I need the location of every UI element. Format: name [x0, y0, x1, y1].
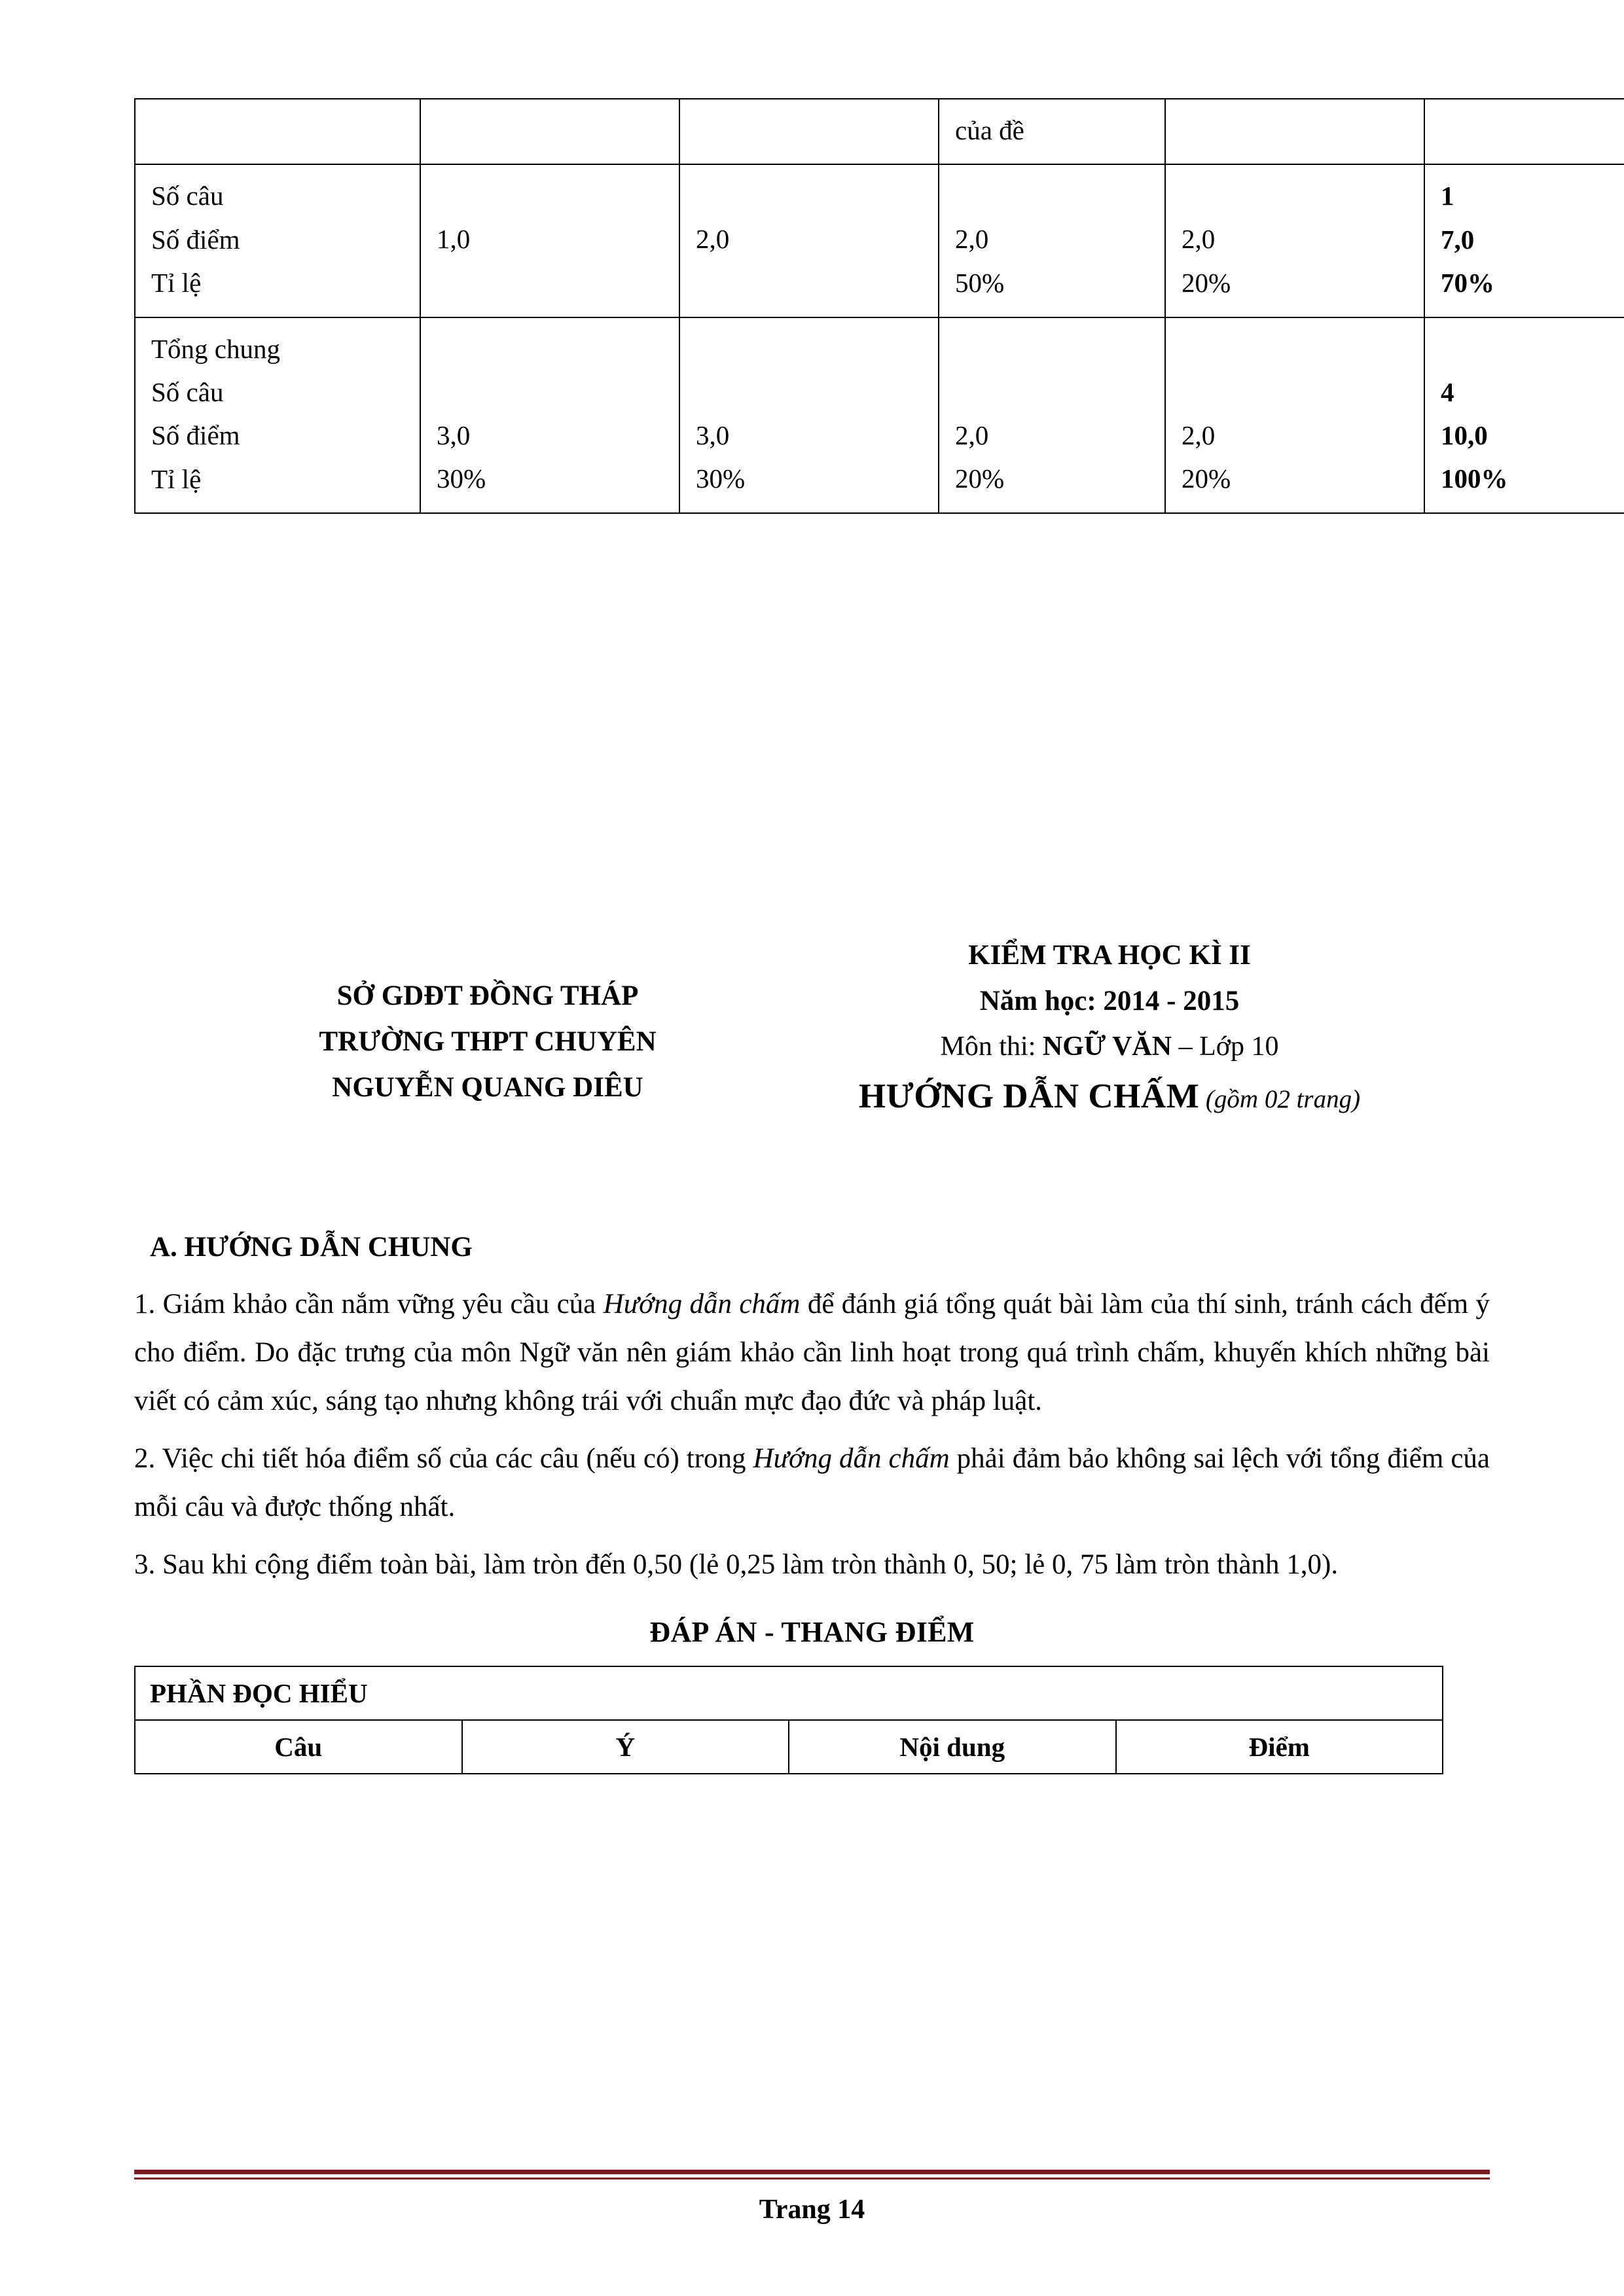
- department-name: SỞ GDĐT ĐỒNG THÁP: [336, 980, 639, 1012]
- cell-line: 20%: [955, 463, 1005, 494]
- matrix-cell: [1424, 317, 1624, 514]
- matrix-cell: [1424, 164, 1624, 317]
- cell-spacer: [696, 327, 925, 370]
- cell-line: 20%: [1182, 267, 1231, 298]
- school-name-line1: TRƯỜNG THPT CHUYÊN: [319, 1026, 657, 1057]
- p1-part1: 1. Giám khảo cần nắm vững yêu cầu của: [134, 1289, 604, 1320]
- cell-spacer: [955, 174, 1151, 217]
- matrix-cell: [135, 99, 420, 164]
- matrix-cell: [939, 99, 1165, 164]
- guide-title: HƯỚNG DẪN CHẤM: [858, 1077, 1200, 1115]
- table-row: [135, 1666, 1443, 1720]
- subject-name: NGỮ VĂN: [1042, 1031, 1172, 1062]
- matrix-cell: [679, 99, 939, 164]
- matrix-cell: [135, 164, 420, 317]
- matrix-cell: [1424, 99, 1624, 164]
- cell-line: 10,0: [1441, 420, 1488, 451]
- matrix-cell: [679, 317, 939, 514]
- cell-spacer: [437, 327, 666, 370]
- cell-line: Số điểm: [151, 224, 240, 255]
- matrix-cell: [679, 164, 939, 317]
- cell-line: 1: [1441, 181, 1454, 211]
- footer-rule-thin: [134, 2178, 1490, 2179]
- matrix-cell: [1165, 99, 1424, 164]
- cell-line: Số câu: [151, 377, 224, 408]
- cell-spacer: [696, 370, 925, 414]
- column-header-cau: Câu: [135, 1720, 462, 1774]
- cell-line: 2,0: [1182, 420, 1216, 450]
- cell-spacer: [955, 370, 1151, 414]
- table-row: [135, 164, 1624, 317]
- answer-part-header: PHẦN ĐỌC HIỂU: [135, 1666, 1443, 1720]
- subject-line: [776, 1024, 1443, 1069]
- matrix-cell: [1165, 164, 1424, 317]
- table-row: [135, 99, 1624, 164]
- cell-line: 2,0: [955, 224, 989, 255]
- paragraph-3: 3. Sau khi cộng điểm toàn bài, làm tròn đến 0,50 (lẻ 0,25 làm tròn thành 0, 50; lẻ 0, 75 làm tròn thành 1,0).: [134, 1549, 1339, 1581]
- p2-part1: 2. Việc chi tiết hóa điểm số của các câu (nếu có) trong: [134, 1443, 753, 1475]
- column-header-diem: Điểm: [1116, 1720, 1443, 1774]
- cell-spacer: [696, 174, 925, 217]
- cell-line: Tỉ lệ: [151, 268, 202, 298]
- table-row: [135, 317, 1624, 514]
- cell-line: 1,0: [437, 224, 471, 255]
- page-footer: [134, 2170, 1490, 2225]
- cell-line: Số điểm: [151, 420, 240, 451]
- exam-info-block: [776, 933, 1443, 1124]
- cell-line: 50%: [955, 267, 1005, 298]
- cell-line: 3,0: [696, 420, 730, 450]
- matrix-cell: [135, 317, 420, 514]
- guide-pages-note: (gồm 02 trang): [1199, 1085, 1361, 1113]
- cell-line: 30%: [696, 463, 746, 494]
- school-year: Năm học: 2014 - 2015: [979, 985, 1240, 1016]
- cell-line: 4: [1441, 376, 1454, 407]
- paragraph-1: [134, 1280, 1490, 1426]
- cell-spacer: [1441, 327, 1611, 370]
- cell-line: 7,0: [1441, 224, 1475, 255]
- cell-line: của đề: [955, 115, 1024, 145]
- matrix-cell: [420, 164, 679, 317]
- matrix-cell: [1165, 317, 1424, 514]
- school-block: [219, 973, 756, 1110]
- cell-line: Tổng chung: [151, 333, 280, 364]
- cell-spacer: [437, 370, 666, 414]
- p1-italic: Hướng dẫn chấm: [603, 1289, 801, 1320]
- paragraph-2: [134, 1435, 1490, 1532]
- footer-rule-thick: [134, 2170, 1490, 2174]
- matrix-cell: [420, 99, 679, 164]
- cell-line: 3,0: [437, 420, 471, 450]
- page-number: Trang 14: [759, 2195, 865, 2225]
- exam-title: KIỂM TRA HỌC KÌ II: [968, 940, 1251, 971]
- cell-line: 20%: [1182, 463, 1231, 494]
- p2-part2: phải đảm bảo không sai lệch với tổng điểm của mỗi câu và được thống nhất.: [134, 1443, 1490, 1523]
- cell-line: 70%: [1441, 268, 1494, 298]
- column-header-y: Ý: [462, 1720, 789, 1774]
- matrix-cell: [420, 317, 679, 514]
- cell-line: 100%: [1441, 463, 1508, 494]
- matrix-cell: [939, 164, 1165, 317]
- cell-line: 30%: [437, 463, 486, 494]
- subject-grade: – Lớp 10: [1172, 1031, 1279, 1062]
- school-name-line2: NGUYỄN QUANG DIÊU: [332, 1071, 643, 1103]
- cell-spacer: [955, 327, 1151, 370]
- guide-title-line: [776, 1069, 1443, 1125]
- p2-italic: Hướng dẫn chấm: [753, 1443, 950, 1475]
- cell-spacer: [1182, 327, 1411, 370]
- exam-header: [134, 933, 1490, 1208]
- answer-table: [134, 1666, 1443, 1774]
- subject-prefix: Môn thi:: [940, 1031, 1043, 1062]
- matrix-cell: [939, 317, 1165, 514]
- answer-section-title: ĐÁP ÁN - THANG ĐIỂM: [649, 1615, 975, 1648]
- cell-line: 2,0: [696, 224, 730, 255]
- cell-line: 2,0: [955, 420, 989, 450]
- column-header-noi-dung: Nội dung: [789, 1720, 1116, 1774]
- cell-line: Số câu: [151, 181, 224, 211]
- cell-spacer: [1182, 370, 1411, 414]
- cell-spacer: [437, 174, 666, 217]
- section-a-title: A. HƯỚNG DẪN CHUNG: [150, 1232, 473, 1263]
- cell-line: Tỉ lệ: [151, 463, 202, 494]
- cell-spacer: [1182, 174, 1411, 217]
- cell-line: 2,0: [1182, 224, 1216, 255]
- table-row: [135, 1720, 1443, 1774]
- matrix-table: [134, 98, 1624, 514]
- p1-part2: để đánh giá tổng quát bài làm của thí sinh, tránh cách đếm ý cho điểm. Do đặc trưng của môn Ngữ văn nên giám khảo cần linh hoạt trong quá trình chấm, khuyến khích những bài viết có cảm xúc, sáng tạo nhưng không trái với chuẩn mực đạo đức và pháp luật.: [134, 1289, 1490, 1417]
